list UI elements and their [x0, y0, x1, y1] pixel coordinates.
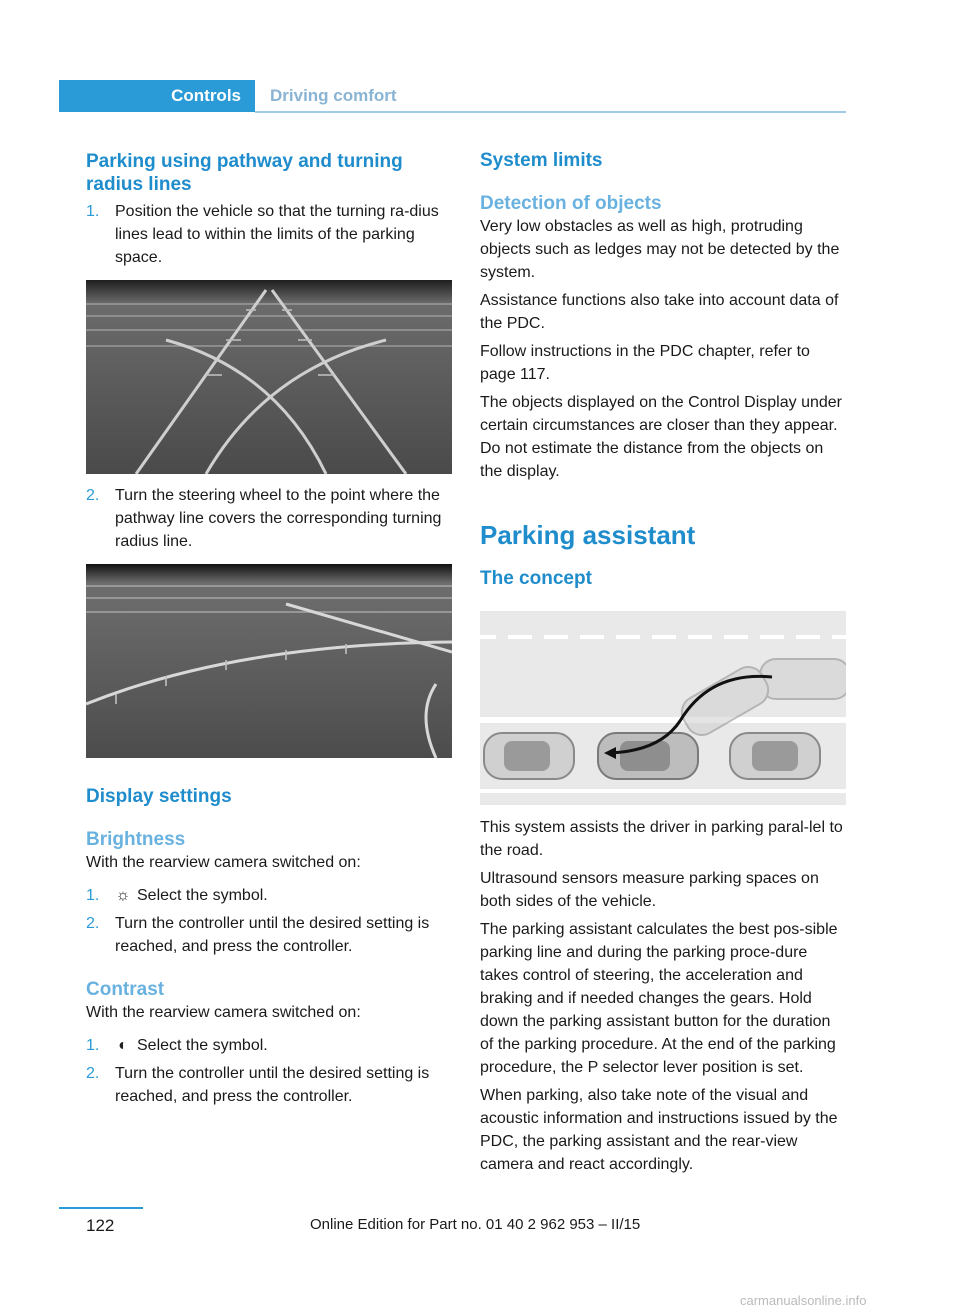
- heading-the-concept: The concept: [480, 568, 592, 589]
- header-subsection: Driving comfort: [270, 86, 397, 105]
- brightness-step-1: [86, 884, 452, 907]
- step-number: 2.: [86, 1065, 100, 1082]
- step-2-steering: [86, 484, 452, 553]
- contrast-icon: ◐: [118, 1037, 128, 1054]
- camera-view-pathway-image: [86, 564, 452, 758]
- contrast-step-1: [86, 1034, 452, 1057]
- parked-car-right: [730, 733, 820, 779]
- detection-para: Assistance functions also take into account data of the PDC.: [480, 292, 839, 332]
- step-text: Turn the controller until the desired setting is reached, and press the controller.: [115, 915, 430, 955]
- heading-system-limits: System limits: [480, 150, 603, 171]
- parked-car-left: [484, 733, 574, 779]
- brightness-step-2: [86, 912, 452, 958]
- camera-view-turning-lines-image: [86, 280, 452, 474]
- brightness-intro: With the rearview camera switched on:: [86, 854, 361, 871]
- detection-para: Very low obstacles as well as high, protruding objects such as ledges may not be detected by the system.: [480, 218, 840, 281]
- step-number: 1.: [86, 203, 100, 220]
- right-column-top: [480, 149, 846, 590]
- step-number: 1.: [86, 1037, 100, 1054]
- parking-assistant-diagram: [480, 611, 846, 805]
- heading-pathway-lines: Parking using pathway and turning radius lines: [86, 151, 403, 195]
- heading-contrast: Contrast: [86, 979, 165, 1000]
- concept-para: When parking, also take note of the visual and acoustic information and instructions issued by the PDC, the parking assistant and the rear‐view camera and react accordingly.: [480, 1087, 838, 1173]
- step-number: 2.: [86, 487, 100, 504]
- header-section-tab: Controls: [59, 80, 255, 112]
- step-text: Turn the controller until the desired setting is reached, and press the controller.: [115, 1065, 430, 1105]
- brightness-icon: ☼: [115, 887, 131, 904]
- left-step-2-block: [86, 484, 452, 553]
- footer-rule: [59, 1207, 143, 1209]
- heading-display-settings: Display settings: [86, 786, 232, 807]
- step-number: 1.: [86, 887, 100, 904]
- step-text: Position the vehicle so that the turning ra‐dius lines lead to within the limits of the parking space.: [115, 203, 439, 266]
- display-settings-block: [86, 785, 452, 1108]
- concept-para: The parking assistant calculates the best pos‐sible parking line and during the parking proce‐dure takes control of steering, the acceleration and braking and if needed changes the gears. Hold down the parking assistant button for the duration of the parking procedure. At the end of the parking procedure, the P selector lever position is set.: [480, 921, 838, 1076]
- contrast-intro: With the rearview camera switched on:: [86, 1004, 361, 1021]
- step-text: Turn the steering wheel to the point where the pathway line covers the corresponding turning radius line.: [115, 487, 442, 550]
- step-1-position: [86, 200, 452, 269]
- left-column: [86, 150, 452, 269]
- concept-para: This system assists the driver in parking paral‐lel to the road.: [480, 819, 843, 859]
- detection-para: The objects displayed on the Control Display under certain circumstances are closer than they appear. Do not estimate the distance from the objects on the display.: [480, 394, 842, 480]
- heading-brightness: Brightness: [86, 829, 186, 850]
- edition-text: Online Edition for Part no. 01 40 2 962 953 – II/15: [310, 1216, 641, 1233]
- heading-parking-assistant: Parking assistant: [480, 520, 696, 550]
- concept-para: Ultrasound sensors measure parking spaces on both sides of the vehicle.: [480, 870, 819, 910]
- page-number: 122: [86, 1216, 115, 1235]
- heading-detection-of-objects: Detection of objects: [480, 193, 662, 214]
- detection-para: Follow instructions in the PDC chapter, refer to page 117.: [480, 343, 810, 383]
- step-text: Select the symbol.: [137, 1037, 268, 1054]
- contrast-step-2: [86, 1062, 452, 1108]
- right-column-bottom: [480, 816, 846, 1176]
- watermark: carmanualsonline.info: [740, 1293, 867, 1308]
- step-text: Select the symbol.: [137, 887, 268, 904]
- header-rule: [255, 111, 846, 113]
- step-number: 2.: [86, 915, 100, 932]
